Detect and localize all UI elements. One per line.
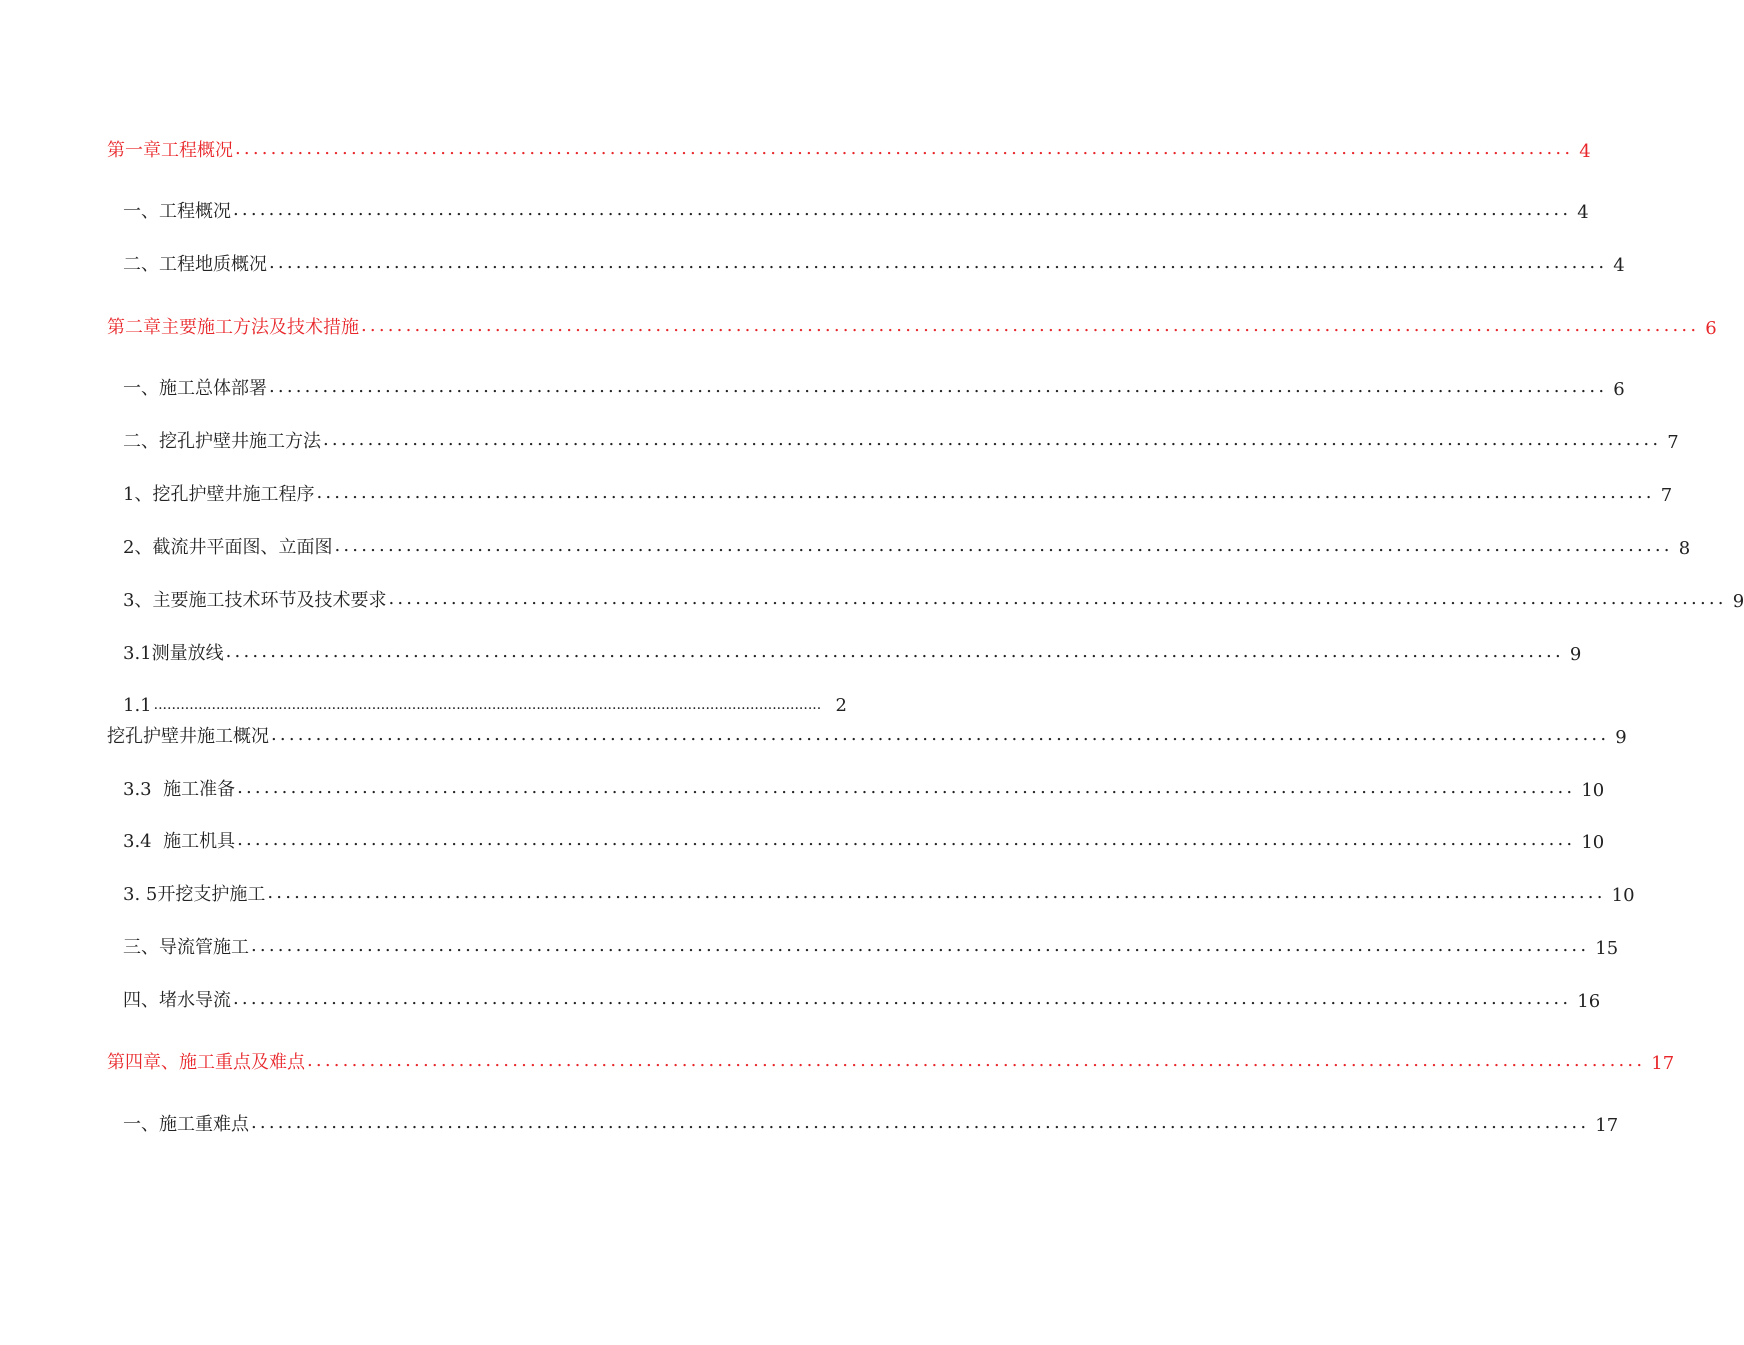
toc-entry-label: 第四章、施工重点及难点: [107, 1052, 305, 1073]
toc-leader-dots: ......................................................................................................................................................: [233, 199, 1572, 220]
toc-leader-dots: ......................................................................................................................................................: [153, 697, 822, 713]
toc-entry-label: 3.4 施工机具: [123, 831, 236, 852]
toc-entry-label: 3. 5开挖支护施工: [123, 884, 266, 905]
toc-leader-dots: ......................................................................................................................................................: [269, 376, 1608, 397]
toc-entry-page: 10: [1581, 780, 1605, 801]
toc-entry-label: 一、工程概况: [123, 201, 231, 222]
toc-entry-chapter-4[interactable]: [107, 1048, 1675, 1074]
toc-entry-label: 挖孔护壁井施工概况: [107, 726, 269, 747]
toc-entry-page: 4: [1613, 255, 1625, 276]
toc-entry-label: 一、施工总体部署: [123, 378, 267, 399]
toc-leader-dots: ......................................................................................................................................................: [323, 429, 1662, 450]
toc-entry-label: 一、施工重难点: [123, 1114, 249, 1135]
toc-entry-chapter-2[interactable]: [107, 313, 1717, 339]
toc-entry-page: 7: [1667, 432, 1679, 453]
toc-entry[interactable]: [123, 427, 1679, 453]
toc-entry-page: 15: [1595, 938, 1619, 959]
toc-entry[interactable]: [123, 480, 1673, 506]
toc-leader-dots: ......................................................................................................................................................: [251, 935, 1590, 956]
toc-leader-dots: ......................................................................................................................................................: [388, 588, 1727, 609]
toc-entry[interactable]: [123, 1110, 1619, 1136]
toc-entry-page: 10: [1581, 832, 1605, 853]
toc-leader-dots: ......................................................................................................................................................: [267, 882, 1606, 903]
toc-entry-page: 10: [1611, 885, 1635, 906]
toc-entry-label: 3、主要施工技术环节及技术要求: [123, 590, 387, 611]
toc-leader-dots: ......................................................................................................................................................: [269, 252, 1608, 273]
toc-entry-page: 6: [1705, 318, 1717, 339]
toc-entry-label: 3.3 施工准备: [123, 779, 236, 800]
toc-entry[interactable]: [123, 639, 1582, 665]
toc-entry[interactable]: [123, 986, 1601, 1012]
toc-leader-dots: ......................................................................................................................................................: [235, 138, 1574, 159]
toc-entry-label: 三、导流管施工: [123, 937, 249, 958]
toc-entry[interactable]: [123, 533, 1691, 559]
toc-leader-dots: ......................................................................................................................................................: [361, 315, 1700, 336]
toc-entry-label: 二、挖孔护壁井施工方法: [123, 431, 321, 452]
toc-leader-dots: ......................................................................................................................................................: [251, 1112, 1590, 1133]
toc-entry-label: 1、挖孔护壁井施工程序: [123, 484, 315, 505]
toc-leader-dots: ......................................................................................................................................................: [237, 829, 1576, 850]
toc-entry[interactable]: [123, 827, 1605, 853]
toc-entry[interactable]: [123, 197, 1589, 223]
toc-entry-label: 第二章主要施工方法及技术措施: [107, 317, 359, 338]
toc-leader-dots: ......................................................................................................................................................: [237, 777, 1576, 798]
toc-entry-label: 3.1测量放线: [123, 643, 224, 664]
toc-entry-chapter-1[interactable]: [107, 136, 1591, 162]
toc-leader-dots: ......................................................................................................................................................: [334, 535, 1673, 556]
toc-leader-dots: ......................................................................................................................................................: [307, 1050, 1646, 1071]
toc-entry[interactable]: [123, 775, 1605, 801]
toc-leader-dots: ......................................................................................................................................................: [233, 988, 1572, 1009]
toc-entry-label: 四、堵水导流: [123, 990, 231, 1011]
toc-entry[interactable]: [123, 586, 1744, 612]
toc-entry[interactable]: [123, 880, 1635, 906]
toc-entry-label: 1.1: [123, 695, 152, 716]
toc-entry-page: 4: [1577, 202, 1589, 223]
toc-entry-page: 9: [1569, 644, 1582, 665]
toc-leader-dots: ......................................................................................................................................................: [271, 724, 1610, 745]
toc-entry[interactable]: [123, 250, 1625, 276]
toc-entry-label: 二、工程地质概况: [123, 254, 267, 275]
toc-entry-page: 9: [1732, 591, 1744, 612]
toc-entry-page: 6: [1613, 379, 1625, 400]
toc-entry-label: 第一章工程概况: [107, 140, 233, 161]
toc-entry-page: 7: [1660, 485, 1673, 506]
toc-entry-label: 2、截流井平面图、立面图: [123, 537, 333, 558]
toc-leader-dots: ......................................................................................................................................................: [225, 641, 1564, 662]
toc-entry-page: 8: [1678, 538, 1691, 559]
toc-leader-dots: ......................................................................................................................................................: [316, 482, 1655, 503]
toc-entry[interactable]: [107, 722, 1627, 748]
toc-entry[interactable]: [123, 933, 1619, 959]
toc-entry-page: 9: [1615, 727, 1627, 748]
toc-entry-page: 2: [835, 695, 847, 716]
toc-entry-page: 4: [1579, 141, 1591, 162]
toc-entry[interactable]: [123, 690, 847, 716]
toc-entry[interactable]: [123, 374, 1625, 400]
toc-entry-page: 16: [1577, 991, 1601, 1012]
toc-entry-page: 17: [1651, 1053, 1675, 1074]
toc-entry-page: 17: [1595, 1115, 1619, 1136]
